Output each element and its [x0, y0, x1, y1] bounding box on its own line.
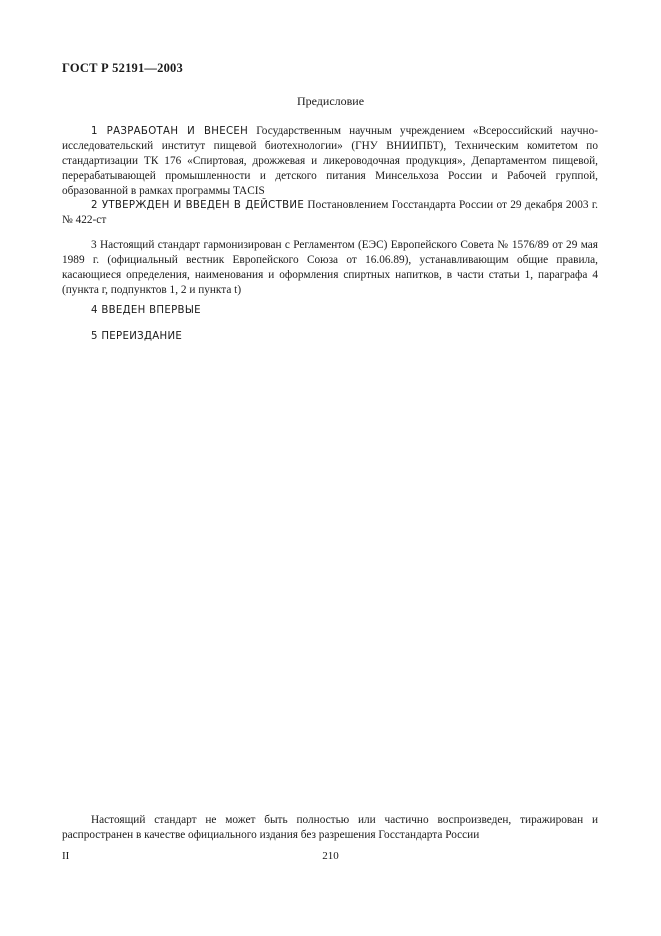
copyright-notice: Настоящий стандарт не может быть полностью или частично воспроизведен, тиражирован и распространен в качестве официального издания без разрешения Госстандарта России [62, 814, 598, 841]
preface-item-4-lead: 4 ВВЕДЕН ВПЕРВЫЕ [91, 305, 201, 316]
preface-title: Предисловие [296, 94, 365, 108]
preface-item-1-text: Государственным научным учреждением «Всероссийский научно-исследовательский институт пищевой биотехнологии» (ГНУ ВНИИПБТ), Техническим комитетом по стандартизации ТК 176 «Спиртовая, дрожжевая и ликероводочная продукция», Департаментом пищевой, перерабатывающей промышленности и детского питания Минсельхоза России и Рабочей группой, образованной в рамках программы TACIS [62, 125, 598, 197]
preface-item-2 [62, 198, 598, 228]
preface-item-3 [62, 238, 598, 298]
preface-item-1 [62, 124, 598, 199]
preface-item-5 [62, 329, 598, 344]
standard-code-header: ГОСТ Р 52191—2003 [62, 61, 183, 75]
roman-page-number: II [62, 850, 70, 862]
preface-item-1-lead: 1 РАЗРАБОТАН И ВНЕСЕН [91, 126, 249, 137]
page-number: 210 [322, 850, 339, 862]
preface-item-5-lead: 5 ПЕРЕИЗДАНИЕ [91, 331, 183, 342]
preface-item-4 [62, 303, 598, 318]
preface-item-2-lead: 2 УТВЕРЖДЕН И ВВЕДЕН В ДЕЙСТВИЕ [91, 200, 305, 211]
preface-item-3-text: 3 Настоящий стандарт гармонизирован с Регламентом (ЕЭС) Европейского Совета № 1576/89 от 29 мая 1989 г. (официальный вестник Европейского Союза от 16.06.89), устанавливающим общие правила, касающиеся определения, наименования и оформления спиртных напитков, в части статьи 1, параграфа 4 (пункта г, подпунктов 1, 2 и пункта t) [62, 239, 598, 296]
preface-item-2-text: Постановлением Госстандарта России от 29 декабря 2003 г. № 422-ст [62, 199, 599, 226]
